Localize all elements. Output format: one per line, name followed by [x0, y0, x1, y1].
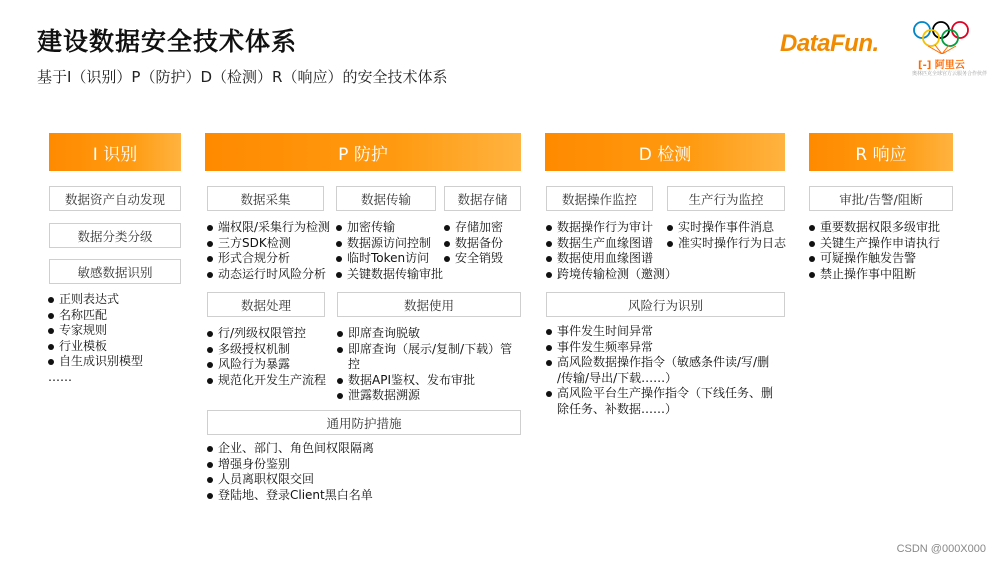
- box-classification: 数据分类分级: [49, 223, 181, 248]
- collect-list: [207, 220, 330, 282]
- list-item: 高风险平台生产操作指令（下线任务、删: [546, 386, 773, 402]
- box-sensitive-data: 敏感数据识别: [49, 259, 181, 284]
- list-item: 登陆地、登录Client黑白名单: [207, 488, 374, 504]
- list-item: 动态运行时风险分析: [207, 267, 330, 283]
- transfer-list: [336, 220, 443, 282]
- list-item: 数据操作行为审计: [546, 220, 677, 236]
- risk-list: [546, 324, 773, 417]
- box-ops-monitor: 数据操作监控: [546, 186, 653, 211]
- list-item: 存储加密: [444, 220, 503, 236]
- list-item: 可疑操作触发告警: [809, 251, 940, 267]
- box-data-transfer: 数据传输: [336, 186, 436, 211]
- box-approve-alert-block: 审批/告警/阻断: [809, 186, 953, 211]
- header-detect: D 检测: [545, 133, 785, 171]
- general-list: [207, 441, 374, 503]
- list-item-continuation: /传输/导出/下载……）: [557, 370, 678, 385]
- list-item: 泄露数据溯源: [337, 388, 512, 404]
- list-item: 端权限/采集行为检测: [207, 220, 330, 236]
- list-item: 数据源访问控制: [336, 236, 443, 252]
- box-data-usage: 数据使用: [337, 292, 521, 317]
- header-protect: P 防护: [205, 133, 521, 171]
- box-prod-monitor: 生产行为监控: [667, 186, 785, 211]
- aliyun-brand: [-] 阿里云: [918, 60, 965, 71]
- box-asset-discovery: 数据资产自动发现: [49, 186, 181, 211]
- list-item: 增强身份鉴别: [207, 457, 374, 473]
- process-list: [207, 326, 326, 388]
- list-item: 多级授权机制: [207, 342, 326, 358]
- box-data-collect: 数据采集: [207, 186, 324, 211]
- page-title: 建设数据安全技术体系: [37, 27, 298, 56]
- list-ellipsis: ……: [48, 369, 72, 384]
- box-general-protection: 通用防护措施: [207, 410, 521, 435]
- list-item: 行/列级权限管控: [207, 326, 326, 342]
- header-respond: R 响应: [809, 133, 953, 171]
- list-item: 安全销毁: [444, 251, 503, 267]
- list-item: 自生成识别模型: [48, 354, 143, 370]
- page-subtitle: 基于I（识别）P（防护）D（检测）R（响应）的安全技术体系: [37, 68, 448, 86]
- list-item: 加密传输: [336, 220, 443, 236]
- list-item: 规范化开发生产流程: [207, 373, 326, 389]
- list-item: 专家规则: [48, 323, 143, 339]
- list-item: 临时Token访问: [336, 251, 443, 267]
- list-item: 重要数据权限多级审批: [809, 220, 940, 236]
- list-item: 风险行为暴露: [207, 357, 326, 373]
- list-item: 数据使用血缘图谱: [546, 251, 677, 267]
- box-data-process: 数据处理: [207, 292, 325, 317]
- box-data-storage: 数据存储: [444, 186, 521, 211]
- list-item-continuation: 控: [348, 357, 361, 371]
- list-item: 关键数据传输审批: [336, 267, 443, 283]
- list-item: 准实时操作行为日志: [667, 236, 786, 252]
- list-item: 禁止操作事中阻断: [809, 267, 940, 283]
- respond-list: [809, 220, 940, 282]
- box-risk-identify: 风险行为识别: [546, 292, 785, 317]
- identify-list: [48, 292, 143, 385]
- watermark: CSDN @000X000: [896, 543, 986, 555]
- list-item: 事件发生时间异常: [546, 324, 773, 340]
- list-item: 数据备份: [444, 236, 503, 252]
- aliyun-olympic-logo: [908, 18, 988, 78]
- list-item: 名称匹配: [48, 308, 143, 324]
- list-item: 形式合规分析: [207, 251, 330, 267]
- list-item: 数据生产血缘图谱: [546, 236, 677, 252]
- datafun-logo: DataFun.: [780, 30, 879, 57]
- list-item: 行业模板: [48, 339, 143, 355]
- list-item: 数据API鉴权、发布审批: [337, 373, 512, 389]
- ops-list: [546, 220, 677, 282]
- storage-list: [444, 220, 503, 267]
- olympic-rings-icon: [908, 18, 976, 54]
- list-item: 即席查询脱敏: [337, 326, 512, 342]
- list-item-continuation: 除任务、补数据……）: [557, 401, 678, 416]
- list-item: 企业、部门、角色间权限隔离: [207, 441, 374, 457]
- usage-list: [337, 326, 512, 404]
- list-item: 即席查询（展示/复制/下载）管: [337, 342, 512, 358]
- list-item: 实时操作事件消息: [667, 220, 786, 236]
- prod-list: [667, 220, 786, 251]
- list-item: 高风险数据操作指令（敏感条件读/写/删: [546, 355, 773, 371]
- list-item: 事件发生频率异常: [546, 340, 773, 356]
- header-identify: I 识别: [49, 133, 181, 171]
- list-item: 关键生产操作申请执行: [809, 236, 940, 252]
- aliyun-tagline: 奥林匹克全球官方云服务合作伙伴: [912, 71, 988, 77]
- list-item: 人员离职权限交回: [207, 472, 374, 488]
- list-item: 正则表达式: [48, 292, 143, 308]
- list-item: 跨境传输检测（邀测）: [546, 267, 677, 283]
- list-item: 三方SDK检测: [207, 236, 330, 252]
